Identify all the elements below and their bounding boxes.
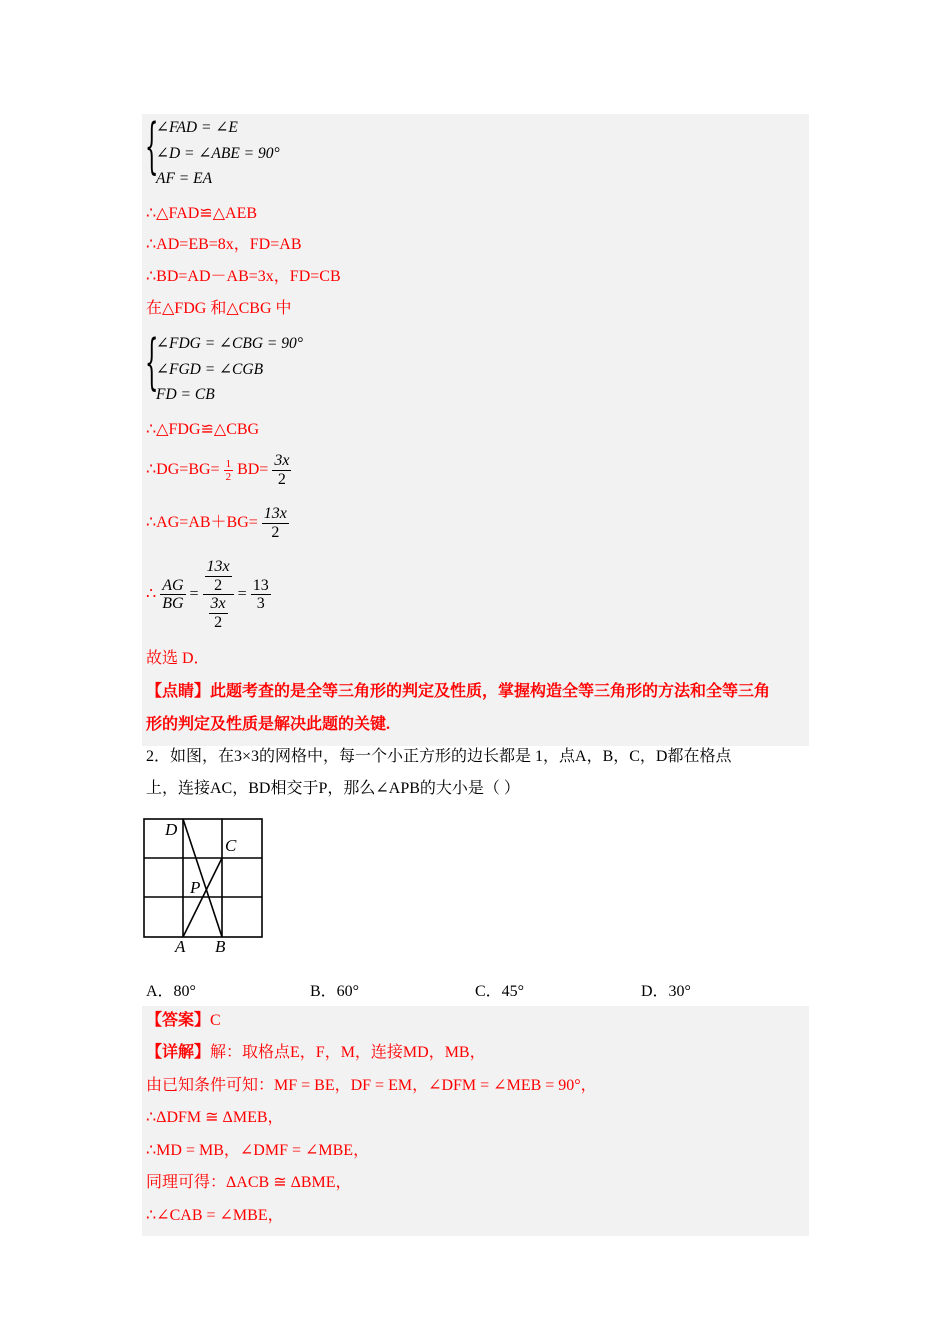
option-c[interactable]: C．45°: [475, 983, 525, 1000]
solution-line-10: [146, 682, 770, 702]
answer-line-5: ∴MD = MB，∠DMF = ∠MBE，: [146, 1142, 370, 1159]
solution-line-4: 在△FDG 和△CBG 中: [146, 300, 292, 317]
question-line-1: 2．如图，在3×3的网格中，每一个小正方形的边长都是 1，点A，B，C，D都在格点: [146, 748, 732, 765]
half-num: 1: [225, 457, 232, 470]
solution-line-7: [146, 505, 289, 541]
segment-bd: [183, 819, 222, 937]
answer-line-4: ∴ΔDFM ≅ ΔMEB，: [146, 1109, 284, 1126]
answer-value: C: [210, 1012, 221, 1029]
answer-line-3: 由已知条件可知：MF = BE，DF = EM，∠DFM = ∠MEB = 90°，: [146, 1077, 597, 1094]
l6-prefix: ∴DG=BG=: [146, 460, 220, 478]
system1-eq3: AF = EA: [156, 170, 213, 187]
system2-eq2: ∠FGD = ∠CGB: [156, 360, 264, 378]
dianjing-text: 此题考查的是全等三角形的判定及性质，掌握构造全等三角形的方法和全等三角: [210, 683, 771, 700]
top-inner-den: 2: [214, 576, 223, 594]
system1-eq2: ∠D = ∠ABE = 90°: [156, 144, 280, 162]
bg-den: BG: [162, 595, 184, 613]
bottom-inner-den: 2: [214, 613, 223, 631]
solution-line-11: 形的判定及性质是解决此题的关键.: [146, 716, 391, 733]
label-d: D: [165, 820, 178, 839]
label-c: C: [225, 836, 237, 855]
grid-figure: [140, 815, 266, 955]
system2-eq3: FD = CB: [156, 386, 215, 403]
half-den: 2: [225, 470, 232, 483]
l6-fraction: [272, 452, 291, 488]
l8-prefix: ∴: [146, 585, 157, 603]
system-brace-1: {: [145, 111, 159, 181]
bottom-inner-fraction: [209, 595, 228, 631]
equation-system-2: [156, 331, 303, 408]
detail-text: 解：取格点E，F，M，连接MD，MB，: [210, 1044, 486, 1061]
l7-fraction: [262, 505, 289, 541]
system2-eq1: ∠FDG = ∠CBG = 90°: [156, 335, 303, 352]
complex-top: [203, 558, 234, 595]
solution-line-2: ∴AD=EB=8x，FD=AB: [146, 236, 302, 253]
question-line-2: 上，连接AC，BD相交于P，那么∠APB的大小是（ ）: [146, 780, 520, 797]
complex-bottom: [203, 595, 234, 631]
half-fraction: [224, 458, 234, 483]
solution-line-5: ∴△FDG≌△CBG: [146, 421, 260, 438]
system1-eq1: ∠FAD = ∠E: [156, 119, 238, 136]
option-a[interactable]: A．80°: [146, 983, 196, 1000]
answer-line-6: 同理可得：ΔACB ≅ ΔBME，: [146, 1174, 352, 1191]
solution-line-1: ∴△FAD≌△AEB: [146, 205, 258, 222]
solution-line-3: ∴BD=AD－AB=3x，FD=CB: [146, 268, 341, 285]
label-p: P: [190, 878, 201, 897]
ag-num: AG: [162, 576, 184, 594]
answer-line-7: ∴∠CAB = ∠MBE，: [146, 1207, 284, 1224]
label-a: A: [175, 937, 186, 955]
result-num: 13: [252, 576, 269, 594]
l6-frac-den: 2: [277, 470, 286, 488]
solution-line-8: [146, 558, 271, 631]
option-b[interactable]: B．60°: [310, 983, 360, 1000]
answer-line-1: [146, 1011, 221, 1031]
solution-line-9: 故选 D．: [146, 650, 210, 667]
detail-tag: 【详解】: [146, 1044, 211, 1061]
l7-prefix: ∴AG=AB＋BG=: [146, 513, 258, 531]
complex-fraction: [203, 558, 234, 631]
l7-frac-den: 2: [271, 523, 280, 541]
answer-tag: 【答案】: [146, 1012, 211, 1029]
equation-system-1: [156, 115, 280, 192]
system-brace-2: {: [145, 327, 159, 397]
top-inner-num: 13x: [206, 558, 230, 575]
l6-mid: BD=: [237, 460, 269, 478]
l6-frac-num: 3x: [274, 452, 290, 469]
label-b: B: [215, 937, 226, 955]
dianjing-tag: 【点睛】: [146, 683, 211, 700]
ag-bg-fraction: [160, 577, 185, 613]
result-fraction: [251, 577, 271, 613]
bottom-inner-num: 3x: [210, 595, 226, 613]
result-den: 3: [256, 595, 265, 613]
answer-line-2: [146, 1043, 486, 1063]
top-inner-fraction: [205, 558, 232, 594]
l8-eq2: =: [237, 585, 247, 603]
l7-frac-num: 13x: [263, 505, 287, 522]
l8-eq: =: [189, 585, 199, 603]
solution-line-6: [146, 452, 291, 488]
option-d[interactable]: D．30°: [641, 983, 691, 1000]
